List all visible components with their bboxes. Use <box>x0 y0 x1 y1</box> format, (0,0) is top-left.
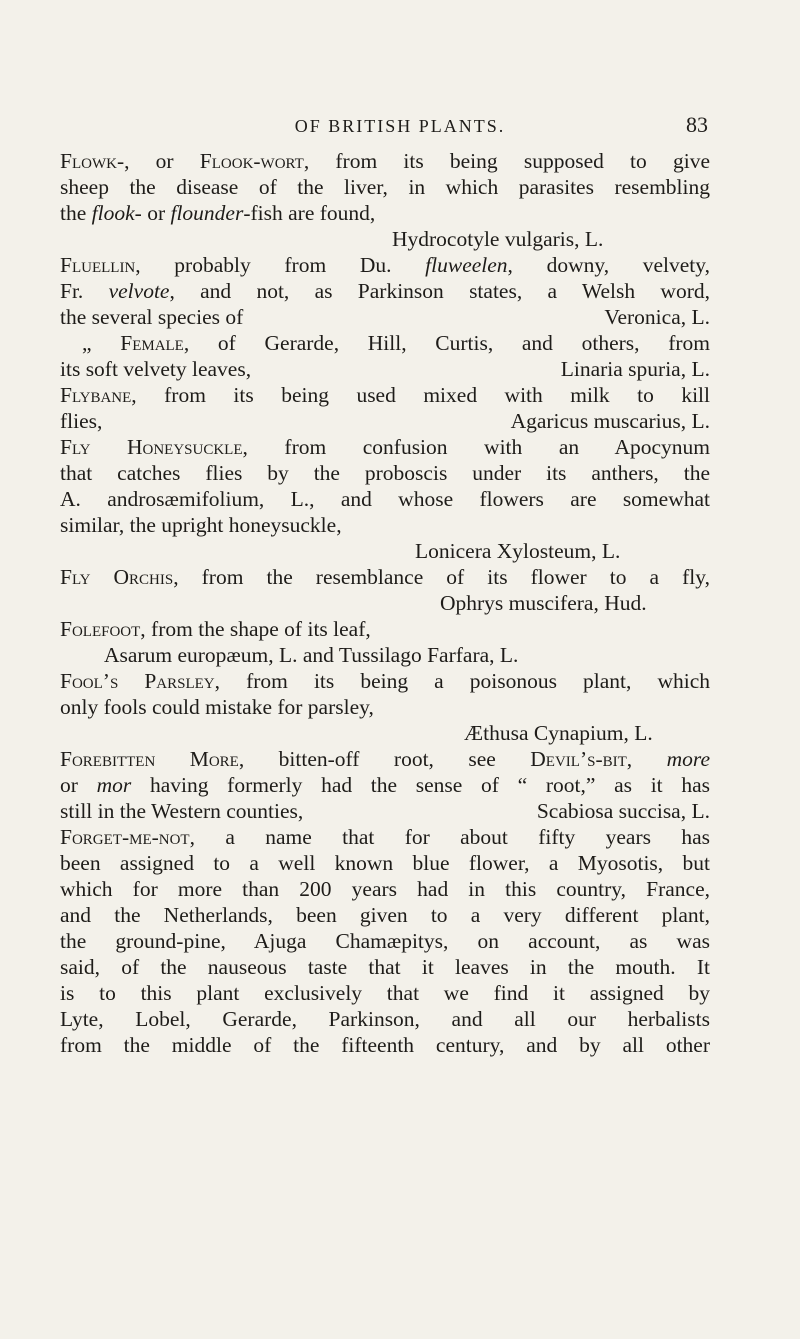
italic-term: flounder <box>170 201 244 225</box>
line-text: and the Netherlands, been given to a very different plant, <box>60 903 710 927</box>
text-line <box>60 902 710 928</box>
text-line <box>60 642 710 668</box>
line-text: , downy, velvety, <box>507 253 710 277</box>
line-text: Ophrys muscifera, Hud. <box>440 591 647 615</box>
entry-headword: Folefoot <box>60 617 141 641</box>
text-line <box>60 798 710 824</box>
line-text: , from the resemblance of its flower to a fly, <box>173 565 710 589</box>
text-line <box>60 668 710 694</box>
text-line <box>60 226 710 252</box>
text-line <box>60 356 710 382</box>
text-line <box>60 694 710 720</box>
line-text: is to this plant exclusively that we find it assigned by <box>60 981 710 1005</box>
line-text: the <box>60 201 92 225</box>
body-text <box>60 148 710 1058</box>
text-line <box>60 512 710 538</box>
line-text: Lyte, Lobel, Gerarde, Parkinson, and all our herbalists <box>60 1007 710 1031</box>
text-line <box>60 616 710 642</box>
text-line <box>60 850 710 876</box>
plant-name: Linaria spuria, L. <box>560 357 710 381</box>
text-line <box>60 460 710 486</box>
line-text: which for more than 200 years had in this country, France, <box>60 877 710 901</box>
entry-headword: Flook-wort <box>199 149 304 173</box>
line-text: said, of the nauseous taste that it leaves in the mouth. It <box>60 955 710 979</box>
line-text: Lonicera Xylosteum, L. <box>415 539 621 563</box>
line-text: „ <box>82 331 121 355</box>
text-line <box>60 434 710 460</box>
entry-headword: Flowk- <box>60 149 125 173</box>
line-text: , from its being a poisonous plant, which <box>214 669 710 693</box>
text-line <box>60 876 710 902</box>
text-line <box>60 486 710 512</box>
italic-term: more <box>666 747 710 771</box>
line-text: from the middle of the fifteenth century, and by all other <box>60 1033 710 1057</box>
entry-headword: Fly Honeysuckle <box>60 435 243 459</box>
text-line <box>60 382 710 408</box>
line-text: the several species of <box>60 305 244 329</box>
line-text: , from its being supposed to give <box>303 149 710 173</box>
entry-headword: Fly Orchis <box>60 565 174 589</box>
line-text: its soft velvety leaves, <box>60 357 252 381</box>
line-text: , probably from Du. <box>135 253 426 277</box>
text-line <box>60 408 710 434</box>
line-text: sheep the disease of the liver, in which parasites resembling <box>60 175 710 199</box>
line-text: , from the shape of its leaf, <box>140 617 371 641</box>
text-line <box>60 538 710 564</box>
text-line <box>60 824 710 850</box>
entry-headword: Fluellin <box>60 253 136 277</box>
text-line <box>60 928 710 954</box>
entry-headword: Fool’s Parsley <box>60 669 215 693</box>
text-line <box>60 720 710 746</box>
text-line <box>60 772 710 798</box>
italic-term: velvote <box>108 279 170 303</box>
text-line <box>60 590 710 616</box>
line-text: Fr. <box>60 279 109 303</box>
text-line <box>60 1032 710 1058</box>
line-text: , and not, as Parkinson states, a Welsh word, <box>169 279 710 303</box>
entry-headword: Devil’s-bit <box>530 747 627 771</box>
plant-name: Agaricus muscarius, L. <box>510 409 710 433</box>
text-line <box>60 980 710 1006</box>
line-text: , <box>626 747 667 771</box>
line-text: or <box>141 201 171 225</box>
text-line <box>60 304 710 330</box>
line-text: having formerly had the sense of “ root,” as it has <box>131 773 710 797</box>
italic-term: fluweelen <box>425 253 508 277</box>
entry-headword: Female <box>120 331 184 355</box>
line-text: , of Gerarde, Hill, Curtis, and others, from <box>183 331 711 355</box>
line-text: , a name that for about fifty years has <box>189 825 710 849</box>
text-line <box>60 200 710 226</box>
plant-name: Scabiosa succisa, L. <box>536 799 710 823</box>
running-head: OF BRITISH PLANTS. <box>294 116 506 136</box>
text-line <box>60 148 710 174</box>
italic-term: mor <box>96 773 132 797</box>
plant-name: Veronica, L. <box>604 305 710 329</box>
text-line <box>60 278 710 304</box>
line-text: , from its being used mixed with milk to kill <box>131 383 710 407</box>
text-line <box>60 954 710 980</box>
italic-term: flook- <box>91 201 142 225</box>
line-text: or <box>60 773 97 797</box>
line-text: , bitten-off root, see <box>238 747 531 771</box>
line-text: been assigned to a well known blue flower, a Myosotis, but <box>60 851 710 875</box>
text-line <box>60 330 710 356</box>
line-text: flies, <box>60 409 103 433</box>
text-line <box>60 564 710 590</box>
line-text: Asarum europæum, L. and Tussilago Farfara, L. <box>104 643 519 667</box>
line-text: , or <box>124 149 200 173</box>
text-line <box>60 174 710 200</box>
text-line <box>60 1006 710 1032</box>
page-header <box>0 112 800 142</box>
text-line <box>60 252 710 278</box>
text-line <box>60 746 710 772</box>
line-text: the ground-pine, Ajuga Chamæpitys, on account, as was <box>60 929 710 953</box>
line-text: -fish are found, <box>243 201 376 225</box>
page-number: 83 <box>686 112 708 137</box>
entry-headword: Forget-me-not <box>60 825 190 849</box>
line-text: A. androsæmifolium, L., and whose flowers are somewhat <box>60 487 710 511</box>
line-text: still in the Western counties, <box>60 799 304 823</box>
line-text: that catches flies by the proboscis under its anthers, the <box>60 461 710 485</box>
line-text: similar, the upright honeysuckle, <box>60 513 342 537</box>
entry-headword: Flybane <box>60 383 132 407</box>
line-text: Æthusa Cynapium, L. <box>464 721 653 745</box>
line-text: , from confusion with an Apocynum <box>242 435 710 459</box>
entry-headword: Forebitten More <box>60 747 239 771</box>
line-text: only fools could mistake for parsley, <box>60 695 374 719</box>
line-text: Hydrocotyle vulgaris, L. <box>392 227 604 251</box>
